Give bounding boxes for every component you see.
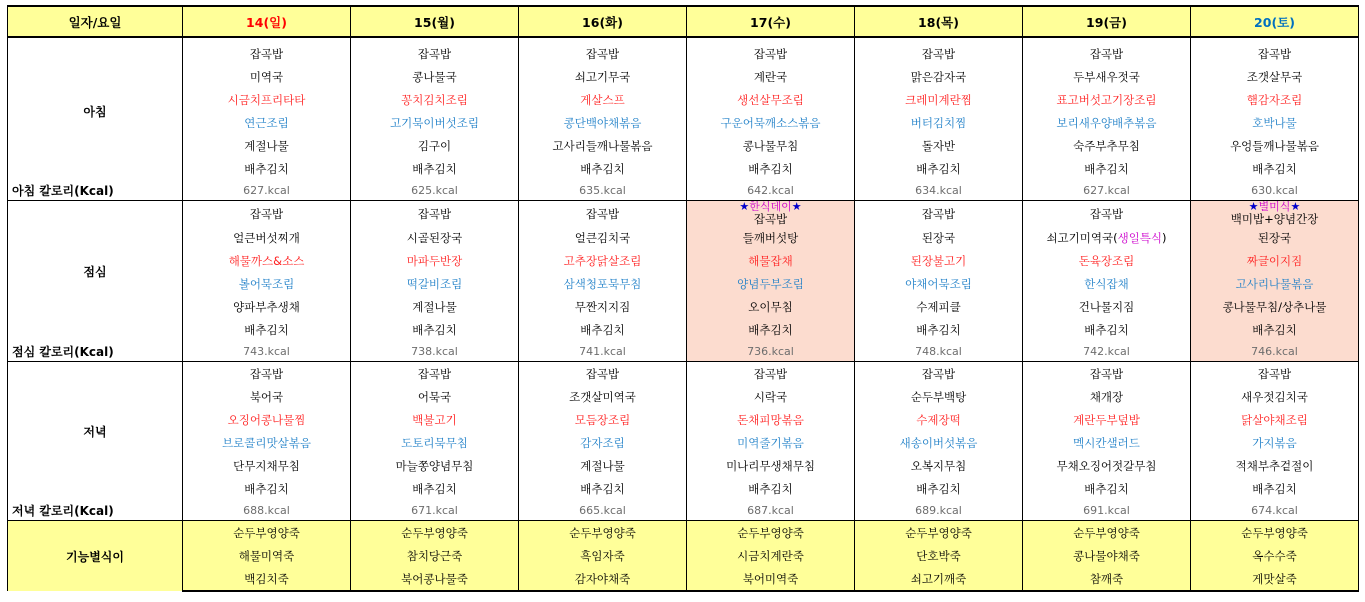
dinner-item: 배추김치 [519,477,687,500]
dinner-row [8,385,1359,408]
header-row [8,6,1359,37]
lunch-kcal-sat: 746.kcal [1191,341,1359,362]
lunch-item: 오이무침 [687,295,855,318]
breakfast-item: 두부새우젓국 [1023,65,1191,88]
lunch-item: 잡곡밥 [1023,201,1191,227]
lunch-item: 해물까스&소스 [183,249,351,272]
special-diet-item: 흑임자죽 [519,544,687,567]
lunch-kcal-row [8,341,1359,362]
dinner-item: 북어국 [183,385,351,408]
dinner-item: 백불고기 [351,408,519,431]
dinner-item: 미역줄기볶음 [687,431,855,454]
breakfast-item: 고사리들깨나물볶음 [519,134,687,157]
special-diet-item: 감자야채죽 [519,567,687,591]
star-icon: ★ [739,200,750,213]
dinner-row [8,477,1359,500]
special-diet-item: 순두부영양죽 [687,521,855,545]
breakfast-kcal-wed: 642.kcal [687,180,855,201]
breakfast-item: 우엉들깨나물볶음 [1191,134,1359,157]
breakfast-item: 표고버섯고기장조림 [1023,88,1191,111]
lunch-item: 배추김치 [855,318,1023,341]
dinner-kcal-mon: 671.kcal [351,500,519,521]
breakfast-item: 게살스프 [519,88,687,111]
lunch-item: 배추김치 [351,318,519,341]
breakfast-item: 조갯살무국 [1191,65,1359,88]
breakfast-item: 배추김치 [687,157,855,180]
dinner-item: 잡곡밥 [519,362,687,386]
breakfast-item: 콩나물무침 [687,134,855,157]
lunch-item: 배추김치 [687,318,855,341]
breakfast-kcal-fri: 627.kcal [1023,180,1191,201]
lunch-item: 삼색청포묵무침 [519,272,687,295]
lunch-item [1191,201,1359,227]
lunch-item: 배추김치 [519,318,687,341]
breakfast-item: 연근조림 [183,111,351,134]
lunch-item: 배추김치 [1191,318,1359,341]
dinner-item: 조갯살미역국 [519,385,687,408]
lunch-row [8,201,1359,227]
breakfast-item: 잡곡밥 [1023,42,1191,65]
dinner-item: 배추김치 [855,477,1023,500]
special-diet-item: 콩나물야채죽 [1023,544,1191,567]
lunch-item: 얼큰버섯찌개 [183,226,351,249]
special-diet-item: 옥수수죽 [1191,544,1359,567]
dinner-item: 브로콜리맛살볶음 [183,431,351,454]
special-diet-row [8,521,1359,545]
day-header-wed: 17(수) [687,6,855,37]
breakfast-kcal-row [8,180,1359,201]
breakfast-kcal-sat: 630.kcal [1191,180,1359,201]
special-diet-item: 시금치계란죽 [687,544,855,567]
day-header-tue: 16(화) [519,6,687,37]
breakfast-item: 배추김치 [183,157,351,180]
dinner-kcal-sat: 674.kcal [1191,500,1359,521]
breakfast-item: 숙주부추무침 [1023,134,1191,157]
breakfast-item: 잡곡밥 [1191,42,1359,65]
breakfast-row [8,65,1359,88]
lunch-kcal-fri: 742.kcal [1023,341,1191,362]
breakfast-item: 구운어묵깨소스볶음 [687,111,855,134]
breakfast-item: 잡곡밥 [687,42,855,65]
lunch-item: 얼큰김치국 [519,226,687,249]
breakfast-item: 잡곡밥 [855,42,1023,65]
dinner-kcal-thu: 689.kcal [855,500,1023,521]
dinner-kcal-sun: 688.kcal [183,500,351,521]
header-label: 일자/요일 [8,6,183,37]
breakfast-item: 미역국 [183,65,351,88]
breakfast-item: 배추김치 [351,157,519,180]
breakfast-item: 꽁치김치조림 [351,88,519,111]
lunch-item-text: 백미밥+양념간장 [1230,212,1319,226]
special-diet-item: 순두부영양죽 [519,521,687,545]
dinner-item: 가지볶음 [1191,431,1359,454]
special-diet-item: 해물미역죽 [183,544,351,567]
dinner-item: 어묵국 [351,385,519,408]
dinner-item: 무채오징어젓갈무침 [1023,454,1191,477]
lunch-item: 야채어묵조림 [855,272,1023,295]
lunch-item: 콩나물무침/상추나물 [1191,295,1359,318]
birthday-suffix: ) [1162,230,1167,245]
dinner-kcal-tue: 665.kcal [519,500,687,521]
lunch-item: 해물잡채 [687,249,855,272]
dinner-item: 단무지채무침 [183,454,351,477]
dinner-row [8,431,1359,454]
dinner-item: 잡곡밥 [1191,362,1359,386]
special-diet-item: 순두부영양죽 [351,521,519,545]
lunch-item [687,201,855,227]
special-diet-item: 백김치죽 [183,567,351,591]
special-diet-item: 쇠고기깨죽 [855,567,1023,591]
breakfast-item: 돌자반 [855,134,1023,157]
lunch-row [8,226,1359,249]
lunch-item: 건나물지짐 [1023,295,1191,318]
lunch-item: 배추김치 [1023,318,1191,341]
breakfast-kcal-tue: 635.kcal [519,180,687,201]
dinner-row [8,408,1359,431]
breakfast-label: 아침 [8,42,183,180]
lunch-item: 시골된장국 [351,226,519,249]
special-diet-row [8,567,1359,591]
lunch-item: 들깨버섯탕 [687,226,855,249]
lunch-kcal-sun: 743.kcal [183,341,351,362]
star-icon: ★ [791,200,802,213]
special-diet-item: 참깨죽 [1023,567,1191,591]
lunch-item: 계절나물 [351,295,519,318]
lunch-item: 잡곡밥 [855,201,1023,227]
lunch-item [1023,226,1191,249]
star-icon: ★ [1248,200,1259,213]
special-diet-label: 기능별식이 [8,521,183,592]
lunch-item: 고추장닭살조림 [519,249,687,272]
dinner-item: 멕시칸샐러드 [1023,431,1191,454]
lunch-label: 점심 [8,201,183,342]
dinner-row [8,362,1359,386]
lunch-item: 잡곡밥 [351,201,519,227]
dinner-item: 미나리무생채무침 [687,454,855,477]
dinner-kcal-wed: 687.kcal [687,500,855,521]
breakfast-item: 고기묵이버섯조림 [351,111,519,134]
dinner-item: 새송이버섯볶음 [855,431,1023,454]
dinner-item: 배추김치 [1191,477,1359,500]
birthday-special: 생일특식 [1117,230,1163,245]
dinner-item: 배추김치 [183,477,351,500]
breakfast-item: 잡곡밥 [183,42,351,65]
badge-text: 별미식 [1258,200,1291,213]
special-diet-item: 순두부영양죽 [183,521,351,545]
breakfast-item: 콩나물국 [351,65,519,88]
lunch-item: 돈육장조림 [1023,249,1191,272]
special-diet-row [8,544,1359,567]
lunch-kcal-label: 점심 칼로리(Kcal) [8,341,183,362]
breakfast-kcal-label: 아침 칼로리(Kcal) [8,180,183,201]
weekly-menu-table [7,5,1359,592]
lunch-item: 잡곡밥 [183,201,351,227]
dinner-item: 계란두부덮밥 [1023,408,1191,431]
special-diet-item: 참치당근죽 [351,544,519,567]
lunch-kcal-thu: 748.kcal [855,341,1023,362]
breakfast-item: 김구이 [351,134,519,157]
star-icon: ★ [1290,200,1301,213]
lunch-row [8,249,1359,272]
breakfast-item: 맑은감자국 [855,65,1023,88]
breakfast-row [8,111,1359,134]
breakfast-item: 보리새우양배추볶음 [1023,111,1191,134]
breakfast-item: 시금치프리타타 [183,88,351,111]
breakfast-item: 배추김치 [855,157,1023,180]
lunch-item: 마파두반장 [351,249,519,272]
lunch-item: 된장불고기 [855,249,1023,272]
lunch-item: 양파부추생채 [183,295,351,318]
lunch-item: 양념두부조림 [687,272,855,295]
dinner-label: 저녁 [8,362,183,501]
special-diet-item: 북어미역죽 [687,567,855,591]
day-header-thu: 18(목) [855,6,1023,37]
dinner-item: 잡곡밥 [1023,362,1191,386]
lunch-item: 짜글이지짐 [1191,249,1359,272]
dinner-item: 배추김치 [1023,477,1191,500]
day-header-fri: 19(금) [1023,6,1191,37]
lunch-item: 볼어묵조림 [183,272,351,295]
dinner-item: 잡곡밥 [183,362,351,386]
lunch-row [8,272,1359,295]
breakfast-item: 배추김치 [1191,157,1359,180]
dinner-kcal-fri: 691.kcal [1023,500,1191,521]
breakfast-item: 계란국 [687,65,855,88]
dinner-item: 적채부추겉절이 [1191,454,1359,477]
lunch-kcal-tue: 741.kcal [519,341,687,362]
lunch-kcal-mon: 738.kcal [351,341,519,362]
dinner-item: 닭살야채조림 [1191,408,1359,431]
breakfast-item: 잡곡밥 [519,42,687,65]
birthday-prefix: 쇠고기미역국( [1046,230,1118,245]
dinner-item: 잡곡밥 [351,362,519,386]
dinner-item: 수제장떡 [855,408,1023,431]
dinner-kcal-row [8,500,1359,521]
special-diet-item: 순두부영양죽 [1023,521,1191,545]
special-diet-item: 순두부영양죽 [855,521,1023,545]
breakfast-item: 배추김치 [519,157,687,180]
breakfast-kcal-sun: 627.kcal [183,180,351,201]
lunch-row [8,295,1359,318]
dinner-item: 감자조림 [519,431,687,454]
breakfast-item: 배추김치 [1023,157,1191,180]
dinner-kcal-label: 저녁 칼로리(Kcal) [8,500,183,521]
breakfast-row [8,157,1359,180]
breakfast-kcal-thu: 634.kcal [855,180,1023,201]
lunch-item: 떡갈비조림 [351,272,519,295]
dinner-item: 잡곡밥 [687,362,855,386]
lunch-row [8,318,1359,341]
badge-text: 한식데이 [749,200,792,213]
dinner-item: 순두부백탕 [855,385,1023,408]
lunch-item: 수제피클 [855,295,1023,318]
dinner-item: 마늘쫑양념무침 [351,454,519,477]
breakfast-item: 크레미계란찜 [855,88,1023,111]
breakfast-row [8,88,1359,111]
dinner-item: 잡곡밥 [855,362,1023,386]
breakfast-item: 계절나물 [183,134,351,157]
lunch-item: 된장국 [1191,226,1359,249]
special-diet-item: 순두부영양죽 [1191,521,1359,545]
dinner-item: 도토리묵무침 [351,431,519,454]
breakfast-row [8,134,1359,157]
lunch-kcal-wed: 736.kcal [687,341,855,362]
lunch-item: 한식잡채 [1023,272,1191,295]
lunch-item-text: 잡곡밥 [753,212,788,226]
dinner-row [8,454,1359,477]
lunch-item: 무짠지지짐 [519,295,687,318]
breakfast-item: 잡곡밥 [351,42,519,65]
breakfast-item: 버터김치찜 [855,111,1023,134]
day-header-sun: 14(일) [183,6,351,37]
breakfast-row [8,42,1359,65]
day-header-mon: 15(월) [351,6,519,37]
breakfast-item: 생선살무조림 [687,88,855,111]
dinner-item: 계절나물 [519,454,687,477]
dinner-item: 배추김치 [351,477,519,500]
special-diet-item: 북어콩나물죽 [351,567,519,591]
dinner-item: 시락국 [687,385,855,408]
dinner-item: 오징어콩나물찜 [183,408,351,431]
dinner-item: 채개장 [1023,385,1191,408]
lunch-item: 배추김치 [183,318,351,341]
dinner-item: 모듬장조림 [519,408,687,431]
breakfast-kcal-mon: 625.kcal [351,180,519,201]
breakfast-item: 햄감자조림 [1191,88,1359,111]
breakfast-item: 쇠고기무국 [519,65,687,88]
breakfast-item: 호박나물 [1191,111,1359,134]
dinner-item: 배추김치 [687,477,855,500]
dinner-item: 돈채피망볶음 [687,408,855,431]
dinner-item: 새우젓김치국 [1191,385,1359,408]
lunch-item: 잡곡밥 [519,201,687,227]
day-header-sat: 20(토) [1191,6,1359,37]
lunch-item: 고사리나물볶음 [1191,272,1359,295]
lunch-item: 된장국 [855,226,1023,249]
special-diet-item: 게맛살죽 [1191,567,1359,591]
dinner-item: 오복지무침 [855,454,1023,477]
breakfast-item: 콩단백야채볶음 [519,111,687,134]
special-diet-item: 단호박죽 [855,544,1023,567]
